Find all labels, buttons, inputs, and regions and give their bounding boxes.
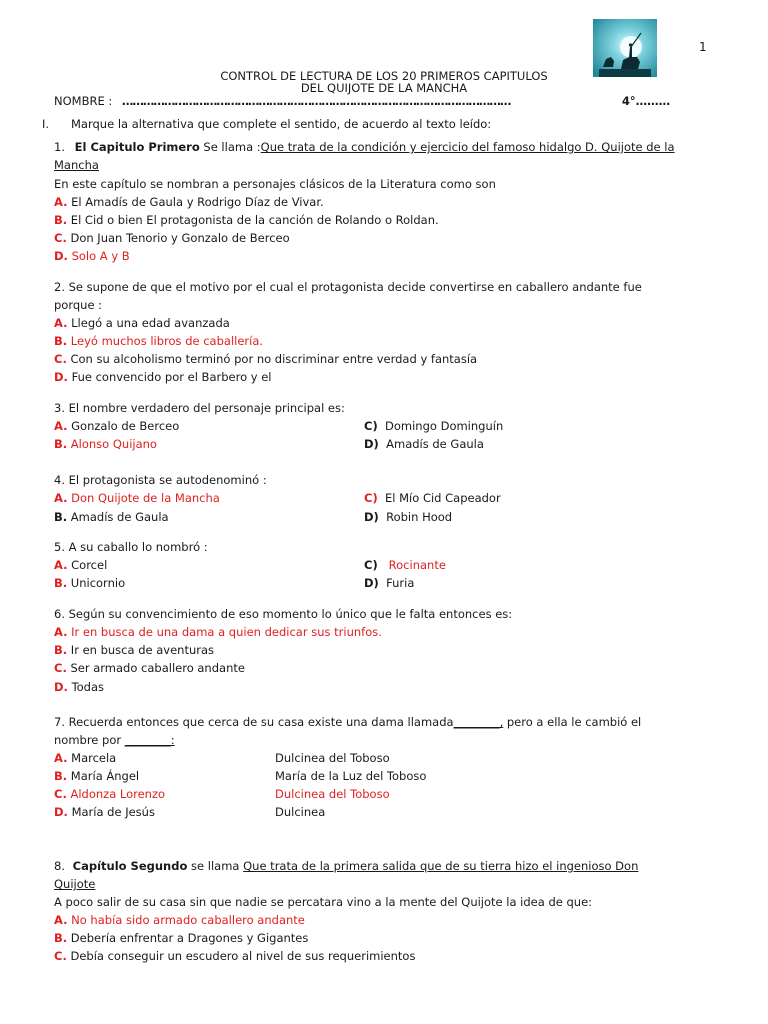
q7-option-b[interactable]: [54, 769, 139, 783]
q7-blank-1: ________,: [453, 715, 504, 729]
q6-option-c[interactable]: [54, 661, 245, 675]
option-text: Ir en busca de aventuras: [70, 643, 215, 657]
option-letter: A.: [54, 316, 68, 330]
option-text: Llegó a una edad avanzada: [71, 316, 230, 330]
option-text: Con su alcoholismo terminó por no discriminar entre verdad y fantasía: [70, 352, 478, 366]
q3-option-a[interactable]: [54, 419, 179, 433]
option-text: Robin Hood: [386, 510, 453, 524]
q1-chapter-name: El Capitulo Primero: [74, 140, 200, 154]
option-text: Ser armado caballero andante: [70, 661, 245, 675]
q5-option-d[interactable]: [364, 576, 414, 590]
q8-option-b[interactable]: [54, 931, 308, 945]
q2-stem-line-2: [54, 298, 102, 312]
title-line-1: CONTROL DE LECTURA DE LOS 20 PRIMEROS CAPITULOS: [220, 69, 548, 83]
q2-option-b[interactable]: [54, 334, 263, 348]
q1-option-c[interactable]: [54, 231, 290, 245]
option-letter: B.: [54, 576, 68, 590]
q8-stem: A poco salir de su casa sin que nadie se percatara vino a la mente del Quijote la idea de que:: [54, 895, 593, 909]
option-text: María Ángel: [70, 769, 140, 783]
option-letter: D.: [54, 370, 68, 384]
option-text: No había sido armado caballero andante: [71, 913, 305, 927]
option-text: Furia: [386, 576, 415, 590]
option-letter: D): [364, 437, 379, 451]
q1-stem: En este capítulo se nombran a personajes clásicos de la Literatura como son: [54, 177, 496, 191]
q4-option-c[interactable]: [364, 491, 501, 505]
q7-blank-2: ________:: [124, 733, 175, 747]
question-8-title: [54, 859, 638, 873]
name-label: NOMBRE :: [54, 94, 113, 108]
option-letter: A.: [54, 491, 68, 505]
option-letter: C): [364, 491, 378, 505]
q8-option-a[interactable]: [54, 913, 305, 927]
q4-option-d[interactable]: [364, 510, 452, 524]
option-letter: C.: [54, 787, 67, 801]
option-letter: D.: [54, 249, 68, 263]
q6-option-d[interactable]: [54, 680, 104, 694]
q2-stem-line-1: 2. Se supone de que el motivo por el cual el protagonista decide convertirse en caballero andante fue: [54, 280, 642, 294]
q8-chapter-title-2: Quijote: [54, 877, 96, 891]
option-text: Solo A y B: [71, 249, 130, 263]
q1-chapter-title-1: Que trata de la condición y ejercicio del famoso hidalgo D. Quijote de la: [260, 140, 675, 154]
option-letter: B.: [54, 769, 68, 783]
option-text: Don Juan Tenorio y Gonzalo de Berceo: [70, 231, 290, 245]
q7-text-c: nombre por: [54, 733, 125, 747]
q6-option-b[interactable]: [54, 643, 214, 657]
q5-stem: 5. A su caballo lo nombró :: [54, 540, 208, 554]
option-text: Unicornio: [70, 576, 126, 590]
option-letter: C.: [54, 661, 67, 675]
option-text: Amadís de Gaula: [70, 510, 169, 524]
q1-option-d[interactable]: [54, 249, 130, 263]
q5-option-a[interactable]: [54, 558, 107, 572]
option-letter: C): [364, 558, 378, 572]
option-text: El Mío Cid Capeador: [385, 491, 501, 505]
q1-option-a[interactable]: [54, 195, 324, 209]
q2-option-d[interactable]: [54, 370, 272, 384]
q7-option-a[interactable]: [54, 751, 116, 765]
q7-stem-line-1: [54, 715, 641, 729]
option-letter: C.: [54, 949, 67, 963]
q7-option-c[interactable]: [54, 787, 165, 801]
q7-option-a-right[interactable]: Dulcinea del Toboso: [275, 751, 390, 765]
option-text: Marcela: [71, 751, 117, 765]
q5-option-b[interactable]: [54, 576, 125, 590]
q6-stem: 6. Según su convencimiento de eso momento lo único que le falta entonces es:: [54, 607, 513, 621]
option-text: Rocinante: [388, 558, 446, 572]
option-letter: B.: [54, 931, 68, 945]
option-text: Todas: [71, 680, 105, 694]
option-text: Debía conseguir un escudero al nivel de sus requerimientos: [70, 949, 416, 963]
q5-option-c[interactable]: [364, 558, 446, 572]
option-letter: B.: [54, 334, 68, 348]
option-letter: C.: [54, 352, 67, 366]
q4-option-a[interactable]: [54, 491, 220, 505]
option-text: María de Jesús: [71, 805, 155, 819]
q7-text-a: 7. Recuerda entonces que cerca de su casa existe una dama llamada: [54, 715, 454, 729]
q8-number: 8.: [54, 859, 65, 873]
question-1-title: [54, 140, 675, 154]
q7-option-d-right[interactable]: Dulcinea: [275, 805, 326, 819]
option-letter: B.: [54, 437, 68, 451]
option-text: El Cid o bien El protagonista de la canción de Rolando o Roldan.: [70, 213, 439, 227]
option-text: El Amadís de Gaula y Rodrigo Díaz de Vivar.: [71, 195, 324, 209]
q4-option-b[interactable]: [54, 510, 169, 524]
q8-option-c[interactable]: [54, 949, 415, 963]
q7-option-c-right[interactable]: Dulcinea del Toboso: [275, 787, 390, 801]
option-text: Amadís de Gaula: [386, 437, 484, 451]
q3-option-c[interactable]: [364, 419, 503, 433]
q8-chapter-title-1: Que trata de la primera salida que de su tierra hizo el ingenioso Don: [243, 859, 639, 873]
q6-option-a[interactable]: [54, 625, 382, 639]
option-letter: B.: [54, 643, 68, 657]
option-text: Debería enfrentar a Dragones y Gigantes: [70, 931, 309, 945]
option-letter: D): [364, 576, 379, 590]
option-letter: A.: [54, 625, 68, 639]
option-letter: B.: [54, 510, 68, 524]
option-text: Alonso Quijano: [70, 437, 157, 451]
option-letter: A.: [54, 913, 68, 927]
name-dots: …………………………………………………………………………………………………: [121, 94, 511, 108]
instructions-text: Marque la alternativa que complete el sentido, de acuerdo al texto leído:: [71, 117, 492, 131]
option-letter: D.: [54, 805, 68, 819]
option-letter: A.: [54, 751, 68, 765]
option-text: Fue convencido por el Barbero y el: [71, 370, 272, 384]
option-letter: A.: [54, 195, 68, 209]
q1-chapter-title-2: Mancha: [54, 158, 99, 172]
q8-chapter-name: Capítulo Segundo: [72, 859, 188, 873]
option-text: Aldonza Lorenzo: [70, 787, 166, 801]
q2-option-c[interactable]: [54, 352, 477, 366]
option-letter: D): [364, 510, 379, 524]
page-number: 1: [699, 40, 707, 54]
option-text: Gonzalo de Berceo: [71, 419, 180, 433]
name-field-row[interactable]: [54, 94, 670, 108]
option-letter: C.: [54, 231, 67, 245]
q2-porque: porque :: [54, 298, 103, 312]
option-text: Ir en busca de una dama a quien dedicar sus triunfos.: [71, 625, 382, 639]
q1-number: 1.: [54, 140, 65, 154]
option-text: Domingo Dominguín: [385, 419, 504, 433]
q3-option-d[interactable]: [364, 437, 484, 451]
grade-field: 4°………: [621, 94, 671, 108]
option-letter: A.: [54, 558, 68, 572]
option-letter: B.: [54, 213, 68, 227]
q4-stem: 4. El protagonista se autodenominó :: [54, 473, 267, 487]
option-text: Leyó muchos libros de caballería.: [70, 334, 264, 348]
option-letter: C): [364, 419, 378, 433]
q8-label: se llama: [187, 859, 244, 873]
q3-stem: 3. El nombre verdadero del personaje principal es:: [54, 401, 345, 415]
option-letter: D.: [54, 680, 68, 694]
q1-label: Se llama :: [199, 140, 261, 154]
q1-option-b[interactable]: [54, 213, 439, 227]
q3-option-b[interactable]: [54, 437, 157, 451]
title-line-2: DEL QUIJOTE DE LA MANCHA: [300, 81, 468, 95]
q2-option-a[interactable]: [54, 316, 230, 330]
option-letter: A.: [54, 419, 68, 433]
q7-option-d[interactable]: [54, 805, 155, 819]
instructions-number: I.: [42, 117, 50, 131]
q7-stem-line-2: [54, 733, 175, 747]
option-text: Corcel: [71, 558, 108, 572]
q7-text-b: pero a ella le cambió el: [503, 715, 642, 729]
q7-option-b-right[interactable]: María de la Luz del Toboso: [275, 769, 427, 783]
option-text: Don Quijote de la Mancha: [71, 491, 220, 505]
